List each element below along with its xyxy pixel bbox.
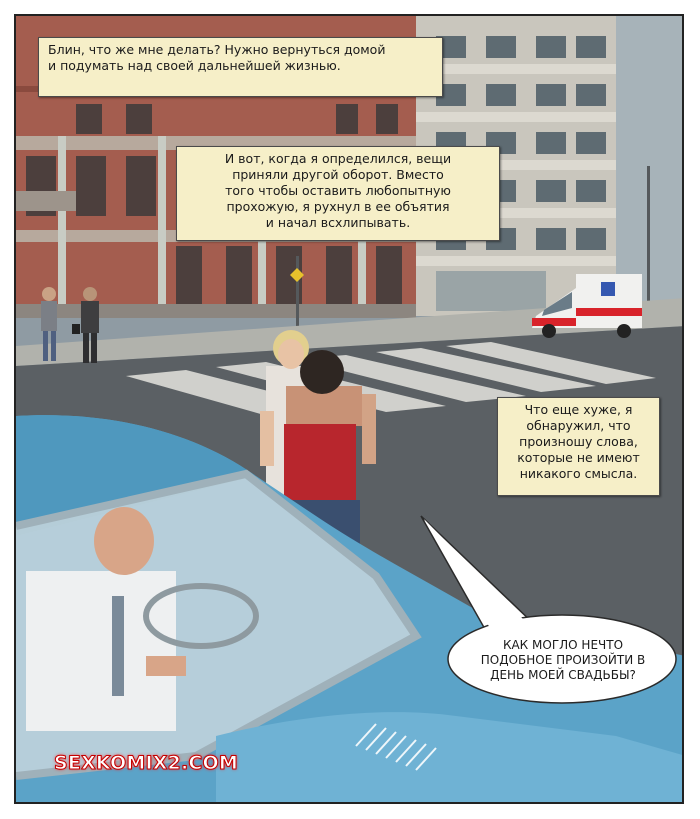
caption-box-top-left: Блин, что же мне делать? Нужно вернуться домой и подумать над своей дальнейшей жизнью. <box>38 37 443 97</box>
caption-box-right: Что еще хуже, я обнаружил, что произношу слова, которые не имеют никакого смысла. <box>497 397 660 496</box>
site-watermark[interactable]: SEXKOMIX2.COM <box>54 752 238 774</box>
lamp-post <box>296 256 299 331</box>
street-lamp-right <box>647 166 650 311</box>
caption-box-middle: И вот, когда я определился, вещи приняли другой оборот. Вместо того чтобы оставить любопытную прохожую, я рухнул в ее объятия и начал всхлипывать. <box>176 146 500 241</box>
speech-bubble-text: КАК МОГЛО НЕЧТО ПОДОБНОЕ ПРОИЗОЙТИ В ДЕНЬ МОЕЙ СВАДЬБЫ? <box>480 637 646 682</box>
comic-panel <box>14 14 684 804</box>
